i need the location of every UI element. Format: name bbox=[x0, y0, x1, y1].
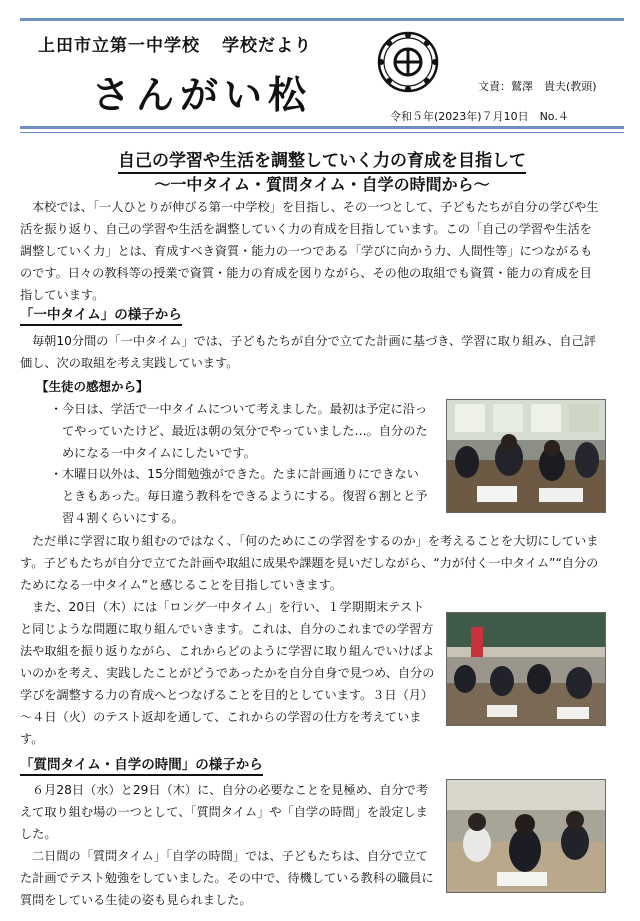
section2-paragraph-1: ６月28日（水）と29日（木）に、自分の必要なことを見極め、自分で考えて取り組む場の一つとして、「質問タイム」や「自学の時間」を設定しました。 bbox=[20, 783, 429, 841]
student-voice-2: ・ 木曜日以外は、15分間勉強ができた。たまに計画通りにできないときもあった。毎日違う教科をできるようにする。復習６割とと予習４割くらいにする。 bbox=[62, 463, 428, 529]
school-name-line bbox=[38, 31, 312, 56]
intro-paragraph: 本校では、「一人ひとりが伸びる第一中学校」を目指し、その一つとして、子どもたちが自分の学びや生活を振り返り、自己の学習や生活を調整していく力の育成を目指しています。この「自己の学習や生活を調整していく力」とは、育成すべき資質・能力の一つである「学びに向かう力、人間性等」につながるものです。日々の教科等の授業で資質・能力の育成を図りながら、その他の取組でも資質・能力の育成を目指しています。 bbox=[20, 200, 599, 302]
section2-paragraph-2: 二日間の「質問タイム」「自学の時間」では、子どもたちは、自分で立てた計画でテスト勉強をしていました。その中で、待機している教科の職員に質問をしている生徒の姿も見られました。 bbox=[20, 849, 434, 907]
issue-date: 令和５年(2023年)７月10日 No.４ bbox=[390, 110, 569, 123]
masthead-bottom-rule-thin bbox=[20, 132, 624, 133]
classroom-photo-3 bbox=[446, 779, 606, 893]
student-voices-heading: 【生徒の感想から】 bbox=[36, 379, 149, 394]
classroom-photo-1 bbox=[446, 399, 606, 513]
masthead-bottom-rule bbox=[20, 126, 624, 129]
newsletter-title: さんがい松 bbox=[92, 72, 313, 117]
article-subtitle: ～一中タイム・質問タイム・自学の時間から～ bbox=[154, 175, 490, 194]
school-emblem-icon bbox=[376, 30, 440, 94]
article-title: 自己の学習や生活を調整していく力の育成を目指して bbox=[20, 146, 624, 171]
student-voice-1: ・ 今日は、学活で一中タイムについて考えました。最初は予定に沿ってやっていたけど、最近は朝の気分でやっていました…。自分のためになる一中タイムにしたいです。 bbox=[62, 398, 428, 464]
bullet-dot: ・ bbox=[50, 402, 63, 416]
section-heading-ichu-time: 「一中タイム」の様子から bbox=[20, 306, 182, 326]
section1-paragraph-1: 毎朝10分間の「一中タイム」では、子どもたちが自分で立てた計画に基づき、学習に取り組み、自己評価し、次の取組を考え実践しています。 bbox=[20, 334, 596, 370]
school-name: 上田市立第一中学校 bbox=[38, 36, 200, 56]
classroom-photo-2 bbox=[446, 612, 606, 726]
bullet-dot: ・ bbox=[50, 467, 63, 481]
section-heading-question-time: 「質問タイム・自学の時間」の様子から bbox=[20, 756, 263, 776]
section1-paragraph-2: ただ単に学習に取り組むのではなく、「何のためにこの学習をするのか」を考えることを大切にしています。子どもたちが自分で立てた計画や取組に成果や課題を見いだしながら、“力が付く一中タイム”“自分のためになる一中タイム”と感じることを目指していきます。 bbox=[20, 534, 599, 592]
section1-paragraph-3: また、20日（木）には「ロング一中タイム」を行い、１学期期末テストと同じような問題に取り組んでいきます。これは、自分のこれまでの学習方法や取組を振り返りながら、これからどのように学習に取り組んでいけばよいのかを考え、実践したことがどうであったかを自分自身で見つめ、自分の学びを調整する力の育成へとつなげることを目的としています。３日（月）～４日（火）のテスト返却を通して、これからの学習の仕方を考えています。 bbox=[20, 600, 435, 746]
responsible-person: 文責：鷲澤 貴夫(教頭) bbox=[478, 80, 597, 93]
masthead-top-rule bbox=[20, 18, 624, 21]
newsletter-label: 学校だより bbox=[222, 36, 312, 56]
